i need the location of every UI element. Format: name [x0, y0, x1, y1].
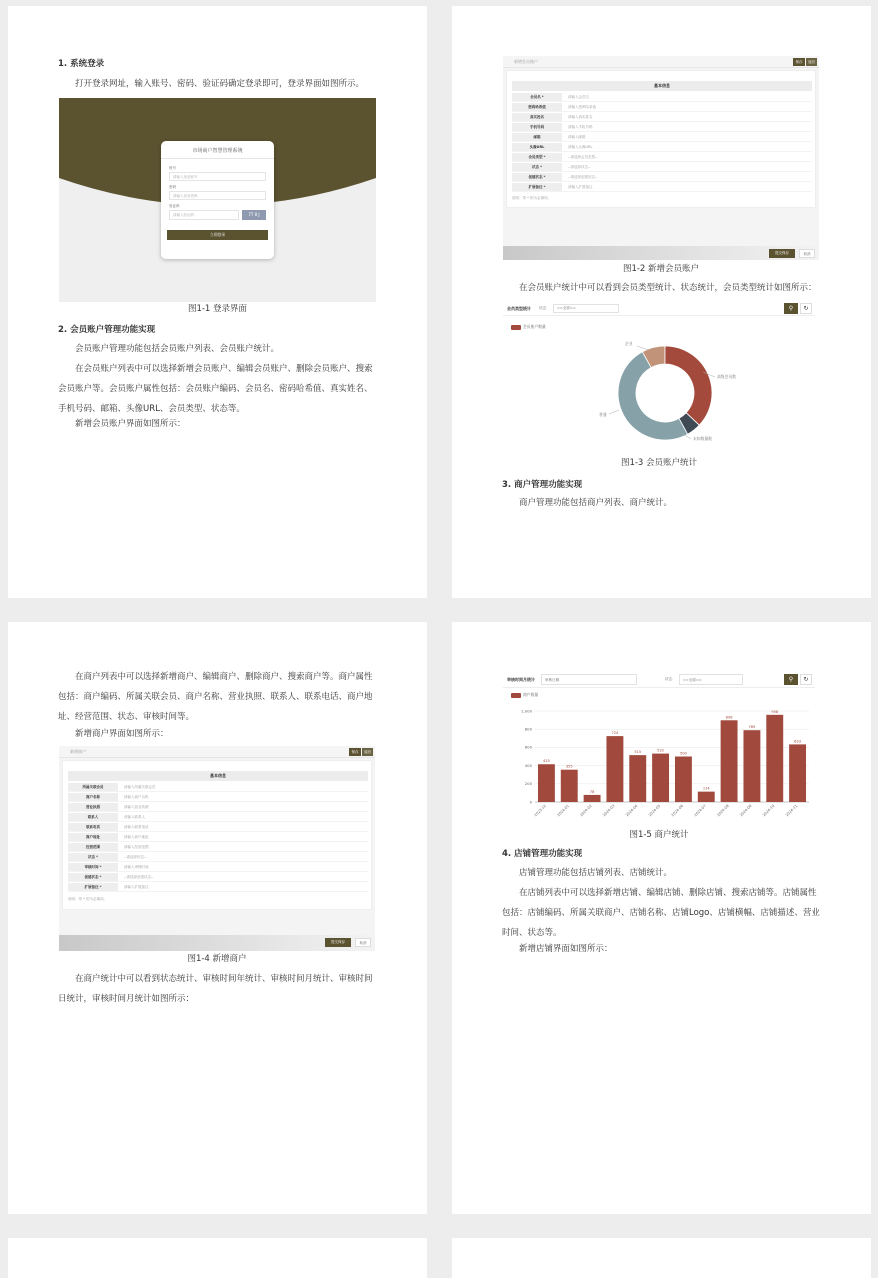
form-field-input[interactable]: 请输入联系人 [124, 814, 145, 819]
password-label: 密码 [169, 185, 176, 189]
data-label: 789 [748, 725, 756, 730]
y-tick-label: 0 [529, 799, 532, 805]
form-row [512, 113, 812, 122]
save-button[interactable]: 保存 [349, 748, 361, 756]
member-type-chart-screenshot [503, 302, 815, 452]
doc-page-5 [8, 1238, 427, 1278]
paragraph: 会员账户管理功能包括会员账户列表、会员账户统计。 [75, 344, 280, 354]
form-card [62, 760, 372, 910]
form-field-input[interactable]: --请选择状态-- [568, 164, 591, 169]
doc-page-2 [452, 6, 871, 598]
password-input[interactable]: 请输入登录密码 [169, 191, 266, 200]
form-field-label: 营业执照 [68, 803, 118, 811]
x-tick-label: 2024-04 [625, 803, 639, 818]
bar [766, 715, 783, 802]
doc-page-4 [452, 622, 871, 1214]
data-label: 114 [702, 786, 710, 791]
login-title: 市场商户智慧管理系统 [192, 148, 243, 154]
back-button[interactable]: 返回 [808, 60, 815, 64]
heading-system-login: 1. 系统登录 [58, 59, 105, 69]
form-row [512, 93, 812, 102]
member-type-donut-chart [503, 302, 815, 452]
bar [606, 736, 623, 802]
data-label: 78 [589, 789, 595, 794]
bar [675, 757, 692, 803]
form-field-label: 状态 * [512, 163, 562, 171]
form-row [512, 173, 812, 182]
form-field-input[interactable]: --请选择状态-- [124, 854, 147, 859]
form-field-input[interactable]: 请输入联系电话 [124, 824, 149, 829]
doc-page-6 [452, 1238, 871, 1278]
form-field-label: 真实姓名 [512, 113, 562, 121]
form-field-input[interactable]: 请输入密码哈希值 [568, 104, 596, 109]
paragraph: 在店铺列表中可以选择新增店铺、编辑店铺、删除店铺、搜索店铺等。店铺属性包括：店铺编码、所属关联商户、店铺名称、店铺Logo、店铺横幅、店铺描述、营业时间、状态等。 [502, 888, 820, 938]
form-row [512, 163, 812, 172]
form-field-label: 扩展备注 * [512, 183, 562, 191]
data-label: 355 [565, 764, 573, 769]
bar [538, 764, 555, 802]
search-icon: ⚲ [788, 676, 794, 683]
paragraph: 在会员账户统计中可以看到会员类型统计、状态统计，会员类型统计如图所示： [519, 283, 817, 293]
data-label: 515 [634, 750, 642, 755]
donut-label: 企业 [625, 341, 633, 346]
form-field-label: 审核时间 * [68, 863, 118, 871]
search-icon: ⚲ [788, 305, 794, 312]
form-row [512, 153, 812, 162]
data-label: 532 [657, 748, 665, 753]
bar [584, 795, 601, 802]
form-field-label: 扩展备注 * [68, 883, 118, 891]
form-field-input[interactable]: 请输入会员名 [568, 94, 589, 99]
figure-caption: 图1-1 登录界面 [187, 304, 248, 314]
account-input[interactable]: 请输入登录账号 [169, 172, 266, 181]
form-row [68, 793, 368, 802]
form-row [68, 863, 368, 872]
figure-caption: 图1-4 新增商户 [187, 954, 247, 964]
breadcrumb: 新增会员账户 [514, 59, 538, 64]
form-footer [59, 935, 375, 951]
data-label: 724 [611, 731, 619, 736]
form-row [512, 183, 812, 192]
refresh-icon: ↻ [803, 305, 809, 312]
captcha-label: 验证码 [169, 204, 180, 208]
captcha-image[interactable]: 7T 8 J [242, 210, 266, 220]
bar [561, 770, 578, 802]
x-tick-label: 2024-11 [784, 803, 799, 818]
form-field-input[interactable]: 请输入所属关联会员 [124, 784, 156, 789]
x-tick-label: 2024-02 [579, 803, 593, 818]
heading-merchant: 3. 商户管理功能实现 [502, 480, 583, 490]
form-card [506, 70, 816, 208]
form-note: 说明：带 * 的为必填项。 [68, 897, 107, 901]
form-field-label: 邮箱 [512, 133, 562, 141]
label-leader-line [637, 346, 648, 350]
form-field-input[interactable]: 请输入商户地址 [124, 834, 149, 839]
figure-caption: 图1-3 会员账户统计 [620, 458, 698, 468]
y-tick-label: 1,000 [521, 708, 532, 714]
chart-title: 审核时间月统计 [507, 677, 535, 682]
add-merchant-form-screenshot [59, 746, 375, 951]
status-filter-value: ==全部== [683, 678, 702, 682]
form-field-label: 手机号码 [512, 123, 562, 131]
donut-label: 高级会员数 [717, 374, 736, 379]
form-field-label: 经营范围 [68, 843, 118, 851]
form-row [512, 143, 812, 152]
form-section-title: 基本信息 [68, 771, 368, 781]
merchant-bar-chart [503, 672, 815, 827]
refresh-icon: ↻ [803, 676, 809, 683]
form-row [512, 123, 812, 132]
status-filter-label: 状态： [665, 677, 676, 681]
form-section-title: 基本信息 [512, 81, 812, 91]
legend-label: 商户数量 [523, 692, 539, 697]
form-field-label: 商户名称 [68, 793, 118, 801]
login-screenshot [59, 98, 376, 302]
y-tick-label: 400 [524, 762, 532, 768]
submit-save-button[interactable]: 提交保存 [325, 938, 351, 947]
breadcrumb: 新增商户 [70, 749, 86, 754]
x-tick-label: 2024-01 [556, 803, 570, 818]
account-label: 账号 [169, 166, 176, 170]
login-card [161, 141, 274, 259]
form-row [68, 823, 368, 832]
form-field-input[interactable]: --请选择创建状态-- [124, 874, 154, 879]
form-field-input[interactable]: 请输入真实姓名 [568, 114, 593, 119]
donut-label: 普通 [599, 412, 607, 417]
doc-page-1 [8, 6, 427, 598]
paragraph: 新增会员账户界面如图所示： [75, 419, 186, 429]
status-filter-label: 状态： [539, 306, 550, 310]
paragraph: 新增商户界面如图所示： [75, 729, 169, 739]
form-field-label: 创建状态 * [68, 873, 118, 881]
x-tick-label: 2024-08 [716, 803, 730, 818]
x-tick-label: 2024-07 [693, 803, 707, 818]
chart-title: 会员类型统计 [507, 306, 531, 311]
legend-label: 会员账户数量 [523, 324, 546, 329]
form-row [68, 843, 368, 852]
heading-shop: 4. 店铺管理功能实现 [502, 849, 583, 859]
paragraph: 商户管理功能包括商户列表、商户统计。 [519, 498, 673, 508]
form-field-input[interactable]: 请输入扩展备注 [568, 184, 593, 189]
login-submit-button[interactable]: 立即登录 [167, 230, 268, 240]
data-label: 415 [542, 759, 550, 764]
form-row [68, 803, 368, 812]
form-footer [503, 246, 819, 260]
form-field-label: 所属关联会员 [68, 783, 118, 791]
bar [789, 744, 806, 802]
form-field-label: 状态 * [68, 853, 118, 861]
bar [743, 730, 760, 802]
captcha-input[interactable]: 请输入验证码 [169, 210, 239, 220]
cancel-button[interactable]: 取消 [355, 938, 371, 947]
x-tick-label: 2024-03 [602, 803, 616, 818]
form-field-label: 联系电话 [68, 823, 118, 831]
heading-member-account: 2. 会员账户管理功能实现 [58, 325, 156, 335]
label-leader-line [609, 410, 619, 414]
form-field-input[interactable]: 请输入商户名称 [124, 794, 149, 799]
form-note: 说明：带 * 的为必填项。 [512, 196, 551, 200]
form-breadcrumb-bar [59, 746, 375, 758]
x-tick-label: 2024-09 [739, 803, 753, 818]
audit-date-label: 审核日期： [545, 678, 563, 682]
y-tick-label: 600 [524, 744, 532, 750]
add-member-form-screenshot [503, 56, 819, 260]
x-tick-label: 2024-10 [762, 803, 776, 818]
x-tick-label: 2023-12 [533, 803, 548, 818]
figure-caption: 图1-2 新增会员账户 [622, 264, 700, 274]
y-tick-label: 200 [524, 781, 532, 787]
x-tick-label: 2024-06 [670, 803, 685, 818]
x-tick-label: 2024-05 [647, 803, 662, 818]
paragraph: 新增店铺界面如图所示： [519, 944, 613, 954]
form-row [68, 833, 368, 842]
form-field-input[interactable]: --请选择创建状态-- [568, 174, 598, 179]
merchant-chart-screenshot [503, 672, 815, 827]
form-row [512, 103, 812, 112]
form-field-input[interactable]: 请输入邮箱 [568, 134, 586, 139]
donut-slice [665, 346, 712, 425]
y-tick-label: 800 [524, 726, 532, 732]
form-row [68, 873, 368, 882]
status-filter-value: ==全部== [557, 306, 576, 310]
data-label: 500 [679, 751, 687, 756]
paragraph: 在商户统计中可以看到状态统计、审核时间年统计、审核时间月统计、审核时间日统计，审核时间月统计如图所示： [58, 974, 373, 1004]
back-button[interactable]: 返回 [364, 750, 371, 754]
paragraph: 在会员账户列表中可以选择新增会员账户、编辑会员账户、删除会员账户、搜索会员账户等。会员账户属性包括：会员账户编码、会员名、密码哈希值、真实姓名、手机号码、邮箱、头像URL、会员类型、状态等。 [58, 364, 373, 414]
form-field-input[interactable]: 请输入手机号码 [568, 124, 593, 129]
login-title-divider [161, 158, 274, 159]
donut-label: 未知数量数 [693, 436, 712, 441]
form-field-label: 头像URL [512, 143, 562, 151]
form-field-label: 会员名 * [512, 93, 562, 101]
form-row [68, 813, 368, 822]
form-row [512, 133, 812, 142]
cancel-button[interactable]: 取消 [799, 249, 815, 258]
paragraph: 打开登录网址，输入账号、密码、验证码确定登录即可，登录界面如图所示。 [75, 79, 365, 89]
bar [698, 792, 715, 802]
form-field-input[interactable]: 请输入扩展备注 [124, 884, 149, 889]
form-field-input[interactable]: 请输入审核时间 [124, 864, 149, 869]
bar [629, 755, 646, 802]
form-field-label: 密码哈希值 [512, 103, 562, 111]
doc-page-3 [8, 622, 427, 1214]
data-label: 633 [794, 739, 802, 744]
submit-save-button[interactable]: 提交保存 [769, 249, 795, 258]
form-row [68, 783, 368, 792]
bar [721, 720, 738, 802]
data-label: 898 [725, 715, 733, 720]
form-field-label: 商户地址 [68, 833, 118, 841]
form-field-input[interactable]: 请输入头像URL [568, 144, 593, 149]
form-field-label: 会员类型 * [512, 153, 562, 161]
paragraph: 在商户列表中可以选择新增商户、编辑商户、删除商户、搜索商户等。商户属性包括：商户编码、所属关联会员、商户名称、营业执照、联系人、联系电话、商户地址、经营范围、状态、审核时间等。 [58, 672, 373, 722]
bar [652, 754, 669, 802]
form-field-input[interactable]: --请选择会员类型-- [568, 154, 598, 159]
save-button[interactable]: 保存 [793, 58, 805, 66]
form-row [68, 853, 368, 862]
form-breadcrumb-bar [503, 56, 819, 68]
form-field-label: 创建状态 * [512, 173, 562, 181]
form-row [68, 883, 368, 892]
form-field-input[interactable]: 请输入经营范围 [124, 844, 149, 849]
form-field-label: 联系人 [68, 813, 118, 821]
data-label: 958 [771, 709, 779, 714]
form-field-input[interactable]: 请输入营业执照 [124, 804, 149, 809]
figure-caption: 图1-5 商户统计 [629, 830, 689, 840]
paragraph: 店铺管理功能包括店铺列表、店铺统计。 [519, 868, 673, 878]
